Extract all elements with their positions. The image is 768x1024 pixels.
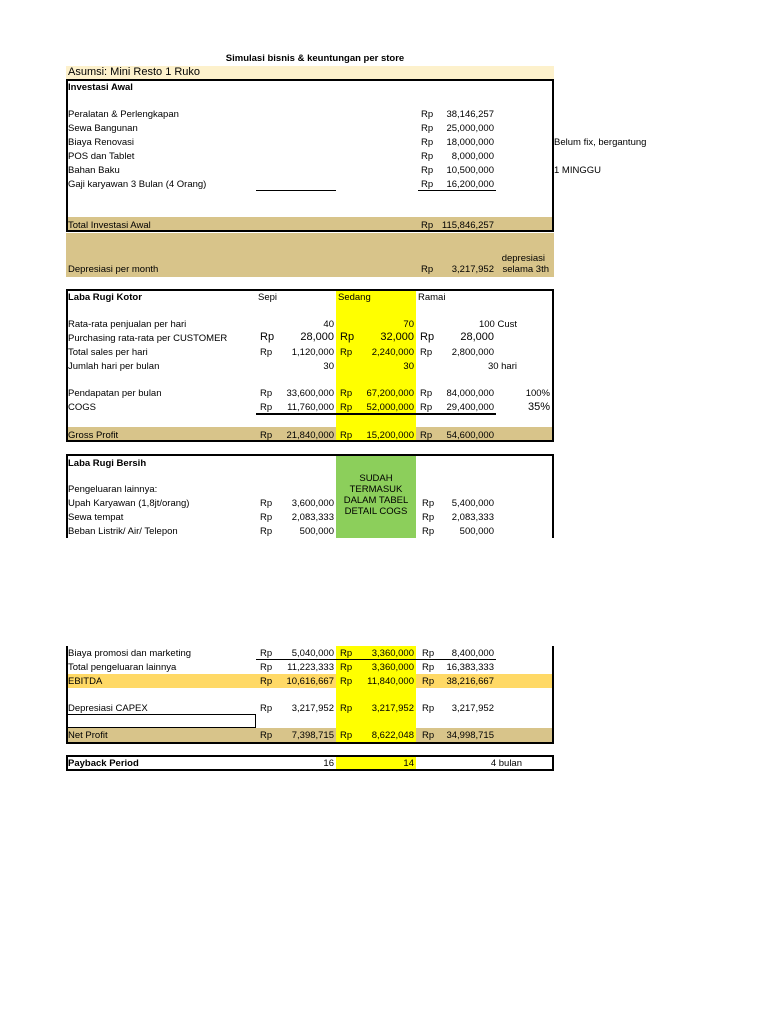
col-sepi: Sepi: [258, 292, 278, 303]
col-ramai: Ramai: [418, 292, 446, 303]
total-investasi-value: 115,846,257: [441, 220, 494, 231]
assumption-label: Asumsi: Mini Resto 1 Ruko: [68, 66, 201, 78]
divider: [552, 454, 554, 538]
divider: [552, 646, 554, 744]
payback-ramai: 4 bulan: [490, 758, 522, 769]
divider: [418, 190, 496, 191]
payback-sedang: 14: [403, 758, 414, 769]
divider: [256, 659, 496, 660]
divider: [66, 742, 554, 744]
divider: [66, 454, 554, 456]
depresiasi-label: Depresiasi per month: [68, 264, 159, 275]
page-title: Simulasi bisnis & keuntungan per store: [225, 53, 405, 64]
renovasi-note: Belum fix, bergantung: [554, 137, 647, 148]
payback-label: Payback Period: [68, 758, 139, 769]
bahan-baku-note: 1 MINGGU: [554, 165, 601, 176]
total-investasi-label: Total Investasi Awal: [68, 220, 151, 231]
investasi-header: Investasi Awal: [68, 82, 133, 93]
col-sedang: Sedang: [338, 292, 371, 303]
pengeluaran-label: Pengeluaran lainnya:: [68, 484, 158, 495]
laba-kotor-header: Laba Rugi Kotor: [68, 292, 142, 303]
depresiasi-note: selama 3th: [502, 264, 549, 275]
depresiasi-note: depresiasi: [501, 253, 545, 264]
cogs-note: SUDAH TERMASUK DALAM TABEL DETAIL COGS: [343, 473, 409, 517]
depresiasi-value: 3,217,952: [451, 264, 494, 275]
laba-bersih-header: Laba Rugi Bersih: [68, 458, 147, 469]
divider: [256, 413, 496, 415]
payback-sepi: 16: [323, 758, 334, 769]
divider: [256, 190, 336, 191]
empty-cell: [66, 714, 256, 728]
